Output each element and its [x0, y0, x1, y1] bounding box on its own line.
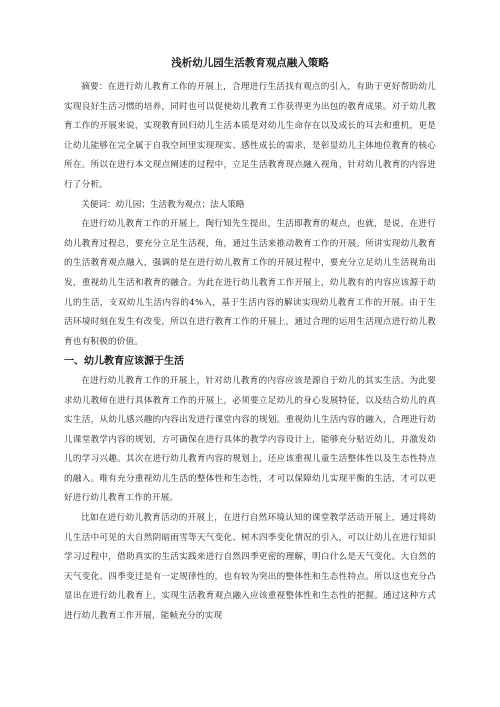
- keywords-line: 关便词：幼儿园；生活教为观点；法人策略: [81, 199, 245, 210]
- intro-paragraph: 在进行幼儿教育工作的开展上，陶行知先生提出，生活即教育的观点，也就，是说，在进行幼儿教育过程总，要充分立足生活视，角，通过生活来推动教育工作的开展。所讲实现幼儿教育的生活教育观点融入，强调的是在进行幼儿教育工作的开展过程中，要充分立足幼儿生活视角出发，重视幼儿生活和教育的融合。为此在进行幼儿教育工作开展上，幼儿教有的内容应该源于幼儿的生活，支双幼儿生活内容的4%入，基于生活内容的解读实现幼儿教育工作的开展。由于生活环境时刻在发生有改变，所以在进行教育工作的开展上，通过合理的运用生活现点进行幼儿教育也有积极的价值。: [64, 219, 436, 347]
- abstract-paragraph: 摘要：在进行幼儿教育工作的开展上，合理进行生活找有观点的引入，有助于更好帮助幼儿实现良好生活习惯的培养，同时也可以促使幼儿教育工作获得更为出包的教育成果。对于幼儿教育工作的开展来说，实现教育回归幼儿生活本质是对幼儿生命存在以及成长的耳去和重机，更是让幼儿能够在完全属于自我空间里实现现实、感性成长的需求，是彰显幼儿主体地位教育的核心所在。所以在进行本文现点阐述的过程中，立足生活教育现点融入视角，针对幼儿教育的内容进行了分析。: [64, 82, 436, 190]
- section-heading: 一、幼儿教育应该源于生活: [64, 356, 184, 368]
- section-paragraph-1: 在进行幼儿教育工作的开展上，针对幼儿教育的内容应该是源自于幼儿的其实生活。为此要求幼儿教师在进行具体教育工作的开展上，必须要立足幼儿的身心发展特征，以及结合幼儿的真实生活，从幼儿感兴趣的内容出发进行课堂内容的规划。重视幼儿生活内容的融入，合理进行幼儿课堂教学内容的规划，方可确保在进行具体的教学内容设计上，能够充分贴近幼儿，并激发幼儿的学习兴趣。其次在进行幼儿教育内容的规划上，还应该重视儿童生活整体性以及生态性特点的融入。唯有充分重视幼儿生活的整体性和生态性，才可以保障幼儿实现平衡的生活，才可以更好进行幼儿教育工作的开展。: [64, 375, 436, 504]
- document-title: 浅析幼儿园生活教育观点融入策略: [171, 57, 329, 69]
- section-paragraph-2: 比如在进行幼儿教育活动的开展上，在进行自然环境认知的课堂教学活动开展上，通过将幼儿生活中可见的大自然阴暗雨雪等天气变化、树木四季变化情况的引入，可以让幼儿在进行知识学习过程中，借助真实的生活实践来进行自然四季更密的理解，明白什么是天气变化。大自然的天气变化、四季变迁是有一定规律性的，也有较为突出的整体性和生态性特点。所以这也充分凸显出在进行幼儿教育上，实现生活教育观点融入应该重视整体性和生态性的把握。通过这种方式进行幼儿教育工作开展，能帧充分的实现: [64, 513, 436, 622]
- document-page: [64, 56, 436, 627]
